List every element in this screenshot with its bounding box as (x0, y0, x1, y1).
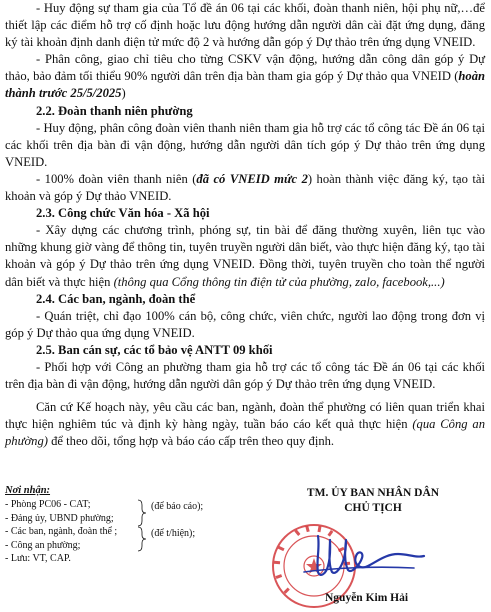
recipient-item: - Đảng ủy, UBND phường; (5, 512, 114, 524)
paragraph-text: - Huy động sự tham gia của Tổ đề án 06 tại các khối, đoàn thanh niên, hội phụ nữ,…để thiết lập các điểm hỗ trợ cố định hoặc lưu động hướng dẫn người dân cài đặt ứng dụng, đăng ký tài khoản định danh điện tử mức độ 2 và hướng dẫn góp ý Dự thảo trên ứng dụng VNEID. (5, 1, 485, 50)
recipient-item: - Các ban, ngành, đoàn thể ; (5, 526, 118, 538)
note-implement: (để t/hiện); (151, 528, 196, 539)
italic-text: (thông qua Cổng thông tin điện tử của phường, zalo, facebook,...) (113, 274, 445, 289)
emphasis-text: đã có VNEID mức 2 (196, 171, 308, 186)
paragraph-text: để theo dõi, tổng hợp và báo cáo cấp trên theo quy định. (47, 434, 335, 449)
document-body (5, 0, 485, 450)
paragraph (5, 359, 485, 393)
section-heading-2-5: 2.5. Ban cán sự, các tổ bảo vệ ANTT 09 khối (36, 342, 273, 357)
paragraph-text: - 100% đoàn viên thanh niên ( (36, 171, 197, 186)
paragraph-text: - Phân công, giao chỉ tiêu cho từng CSKV vận động, hướng dẫn công dân góp ý Dự thảo, bảo đảm tối thiểu 90% người dân trên địa bàn tham gia góp ý Dự thảo qua VNEID ( (5, 52, 485, 84)
recipients-block (5, 484, 275, 565)
paragraph-text: ) (121, 86, 126, 101)
paragraph (5, 308, 485, 342)
deadline-text: hoàn thành trước 25/5/2025 (5, 69, 485, 101)
signature-block (255, 486, 491, 516)
section-heading-2-4: 2.4. Các ban, ngành, đoàn thể (36, 291, 196, 306)
handwritten-signature (300, 528, 440, 586)
paragraph-text: - Xây dựng các chương trình, phóng sự, tin bài để đăng thường xuyên, liên tục vào những khung giờ vàng để thông tin, tuyên truyền người dân biết, vào thực hiện đăng ký, tạo tài khoản và góp ý Dự thảo trên ứng dụng VNEID. Đồng thời, tuyên truyền cho toàn thể người dân biết và thực hiện (5, 223, 485, 289)
paragraph (5, 222, 485, 290)
paragraph (5, 399, 485, 450)
paragraph-text: - Quán triệt, chỉ đạo 100% cán bộ, công chức, viên chức, người lao động trong đơn vị góp ý Dự thảo qua ứng dụng VNEID. (5, 308, 485, 340)
italic-text: (qua Công an phường) (5, 417, 485, 449)
section-heading-2-3: 2.3. Công chức Văn hóa - Xã hội (36, 206, 210, 221)
paragraph-text: Căn cứ Kế hoạch này, yêu cầu các ban, ngành, đoàn thể phường có liên quan triển khai thực hiện nghiêm túc và định kỳ hàng ngày, tuần báo cáo kết quả thực hiện (5, 400, 485, 432)
paragraph (5, 171, 485, 205)
signature-position: CHỦ TỊCH (344, 502, 402, 514)
brace-implement (138, 527, 146, 551)
signature-org: TM. ỦY BAN NHÂN DÂN (306, 487, 440, 499)
paragraph (5, 120, 485, 171)
note-report: (để báo cáo); (151, 501, 204, 512)
paragraph (5, 0, 485, 51)
paragraph-text: ) hoàn thành việc đăng ký, tạo tài khoản và góp ý Dự thảo VNEID. (5, 171, 485, 204)
recipient-item: - Phòng PC06 - CAT; (5, 499, 91, 511)
paragraph (5, 51, 485, 102)
recipient-item: - Công an phường; (5, 539, 81, 551)
paragraph-text: - Phối hợp với Công an phường tham gia hỗ trợ các tổ công tác Đề án 06 tại các khối trên địa bàn đi vận động, hướng dẫn người dân góp ý Dự thảo trên ứng dụng VNEID. (5, 359, 485, 392)
paragraph-text: - Huy động, phân công đoàn viên thanh niên tham gia hỗ trợ các tổ công tác Đề án 06 tại các khối trên địa bàn đi vận động, hướng dẫn người dân tích góp ý Dự thảo trên ứng dụng VNEID. (5, 120, 485, 169)
recipients-title: Nơi nhận: (5, 485, 51, 496)
recipient-braces (5, 484, 275, 564)
recipient-item: - Lưu: VT, CAP. (5, 553, 71, 565)
brace-report (138, 500, 146, 526)
section-heading-2-2: 2.2. Đoàn thanh niên phường (36, 103, 193, 118)
signer-name: Nguyễn Kim Hải (325, 592, 409, 604)
